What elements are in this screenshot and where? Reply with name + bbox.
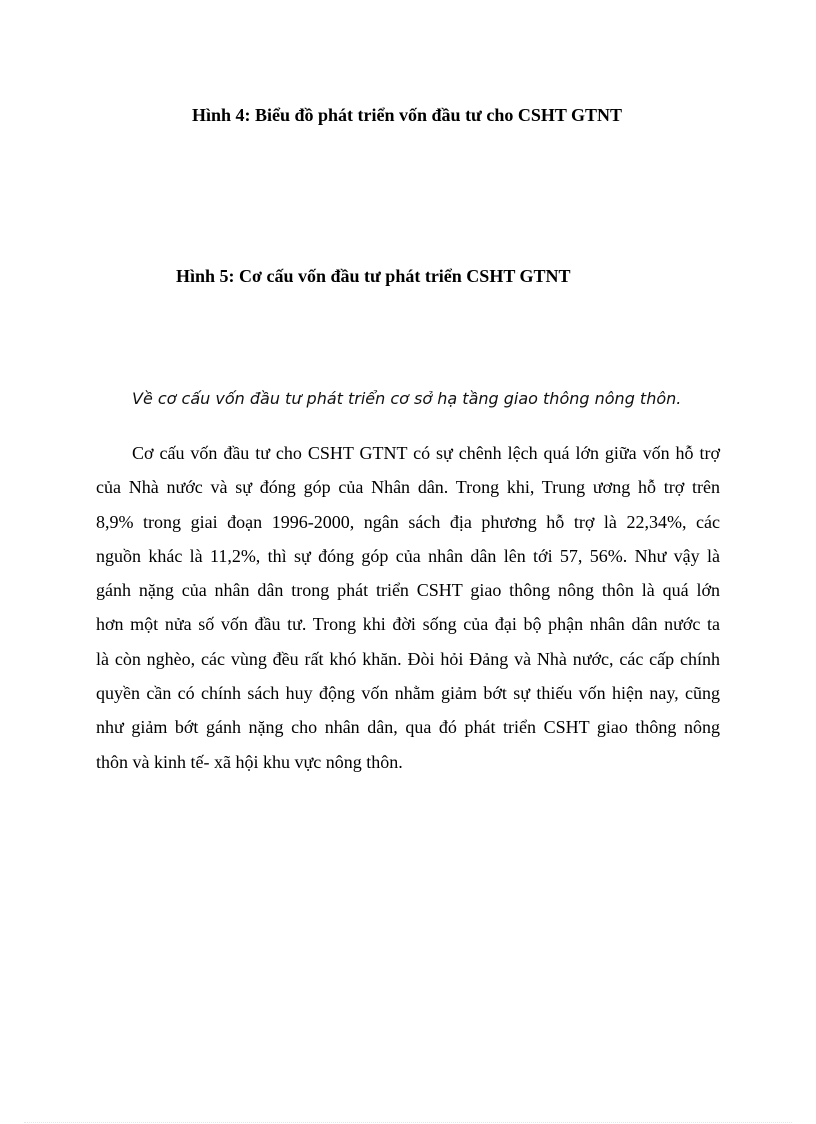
body-paragraph: [96, 436, 720, 779]
section-heading: Về cơ cấu vốn đầu tư phát triển cơ sở hạ tầng giao thông nông thôn.: [132, 389, 682, 408]
paragraph-line: quyền cần có chính sách huy động vốn nhằm giảm bớt sự thiếu vốn hiện nay, cũng: [96, 683, 720, 704]
paragraph-line: Cơ cấu vốn đầu tư cho CSHT GTNT có sự chênh lệch quá lớn giữa vốn hỗ trợ: [132, 443, 720, 463]
paragraph-line: 8,9% trong giai đoạn 1996-2000, ngân sách địa phương hỗ trợ là 22,34%, các: [96, 511, 720, 532]
paragraph-line: thôn và kinh tế- xã hội khu vực nông thôn.: [96, 751, 403, 772]
figure-5-caption: Hình 5: Cơ cấu vốn đầu tư phát triển CSHT GTNT: [176, 266, 571, 286]
paragraph-line: nguồn khác là 11,2%, thì sự đóng góp của nhân dân lên tới 57, 56%. Như vậy là: [96, 545, 720, 566]
paragraph-line: là còn nghèo, các vùng đều rất khó khăn. Đòi hỏi Đảng và Nhà nước, các cấp chính: [96, 648, 720, 669]
paragraph-line: của Nhà nước và sự đóng góp của Nhân dân. Trong khi, Trung ương hỗ trợ trên: [96, 477, 720, 498]
paragraph-line: gánh nặng của nhân dân trong phát triển CSHT giao thông nông thôn là quá lớn: [96, 580, 720, 601]
paragraph-line: hơn một nửa số vốn đầu tư. Trong khi đời sống của đại bộ phận nhân dân nước ta: [96, 614, 720, 635]
paragraph-line: như giảm bớt gánh nặng cho nhân dân, qua đó phát triển CSHT giao thông nông: [96, 717, 720, 738]
figure-4-caption: Hình 4: Biểu đồ phát triển vốn đầu tư cho CSHT GTNT: [192, 105, 623, 125]
